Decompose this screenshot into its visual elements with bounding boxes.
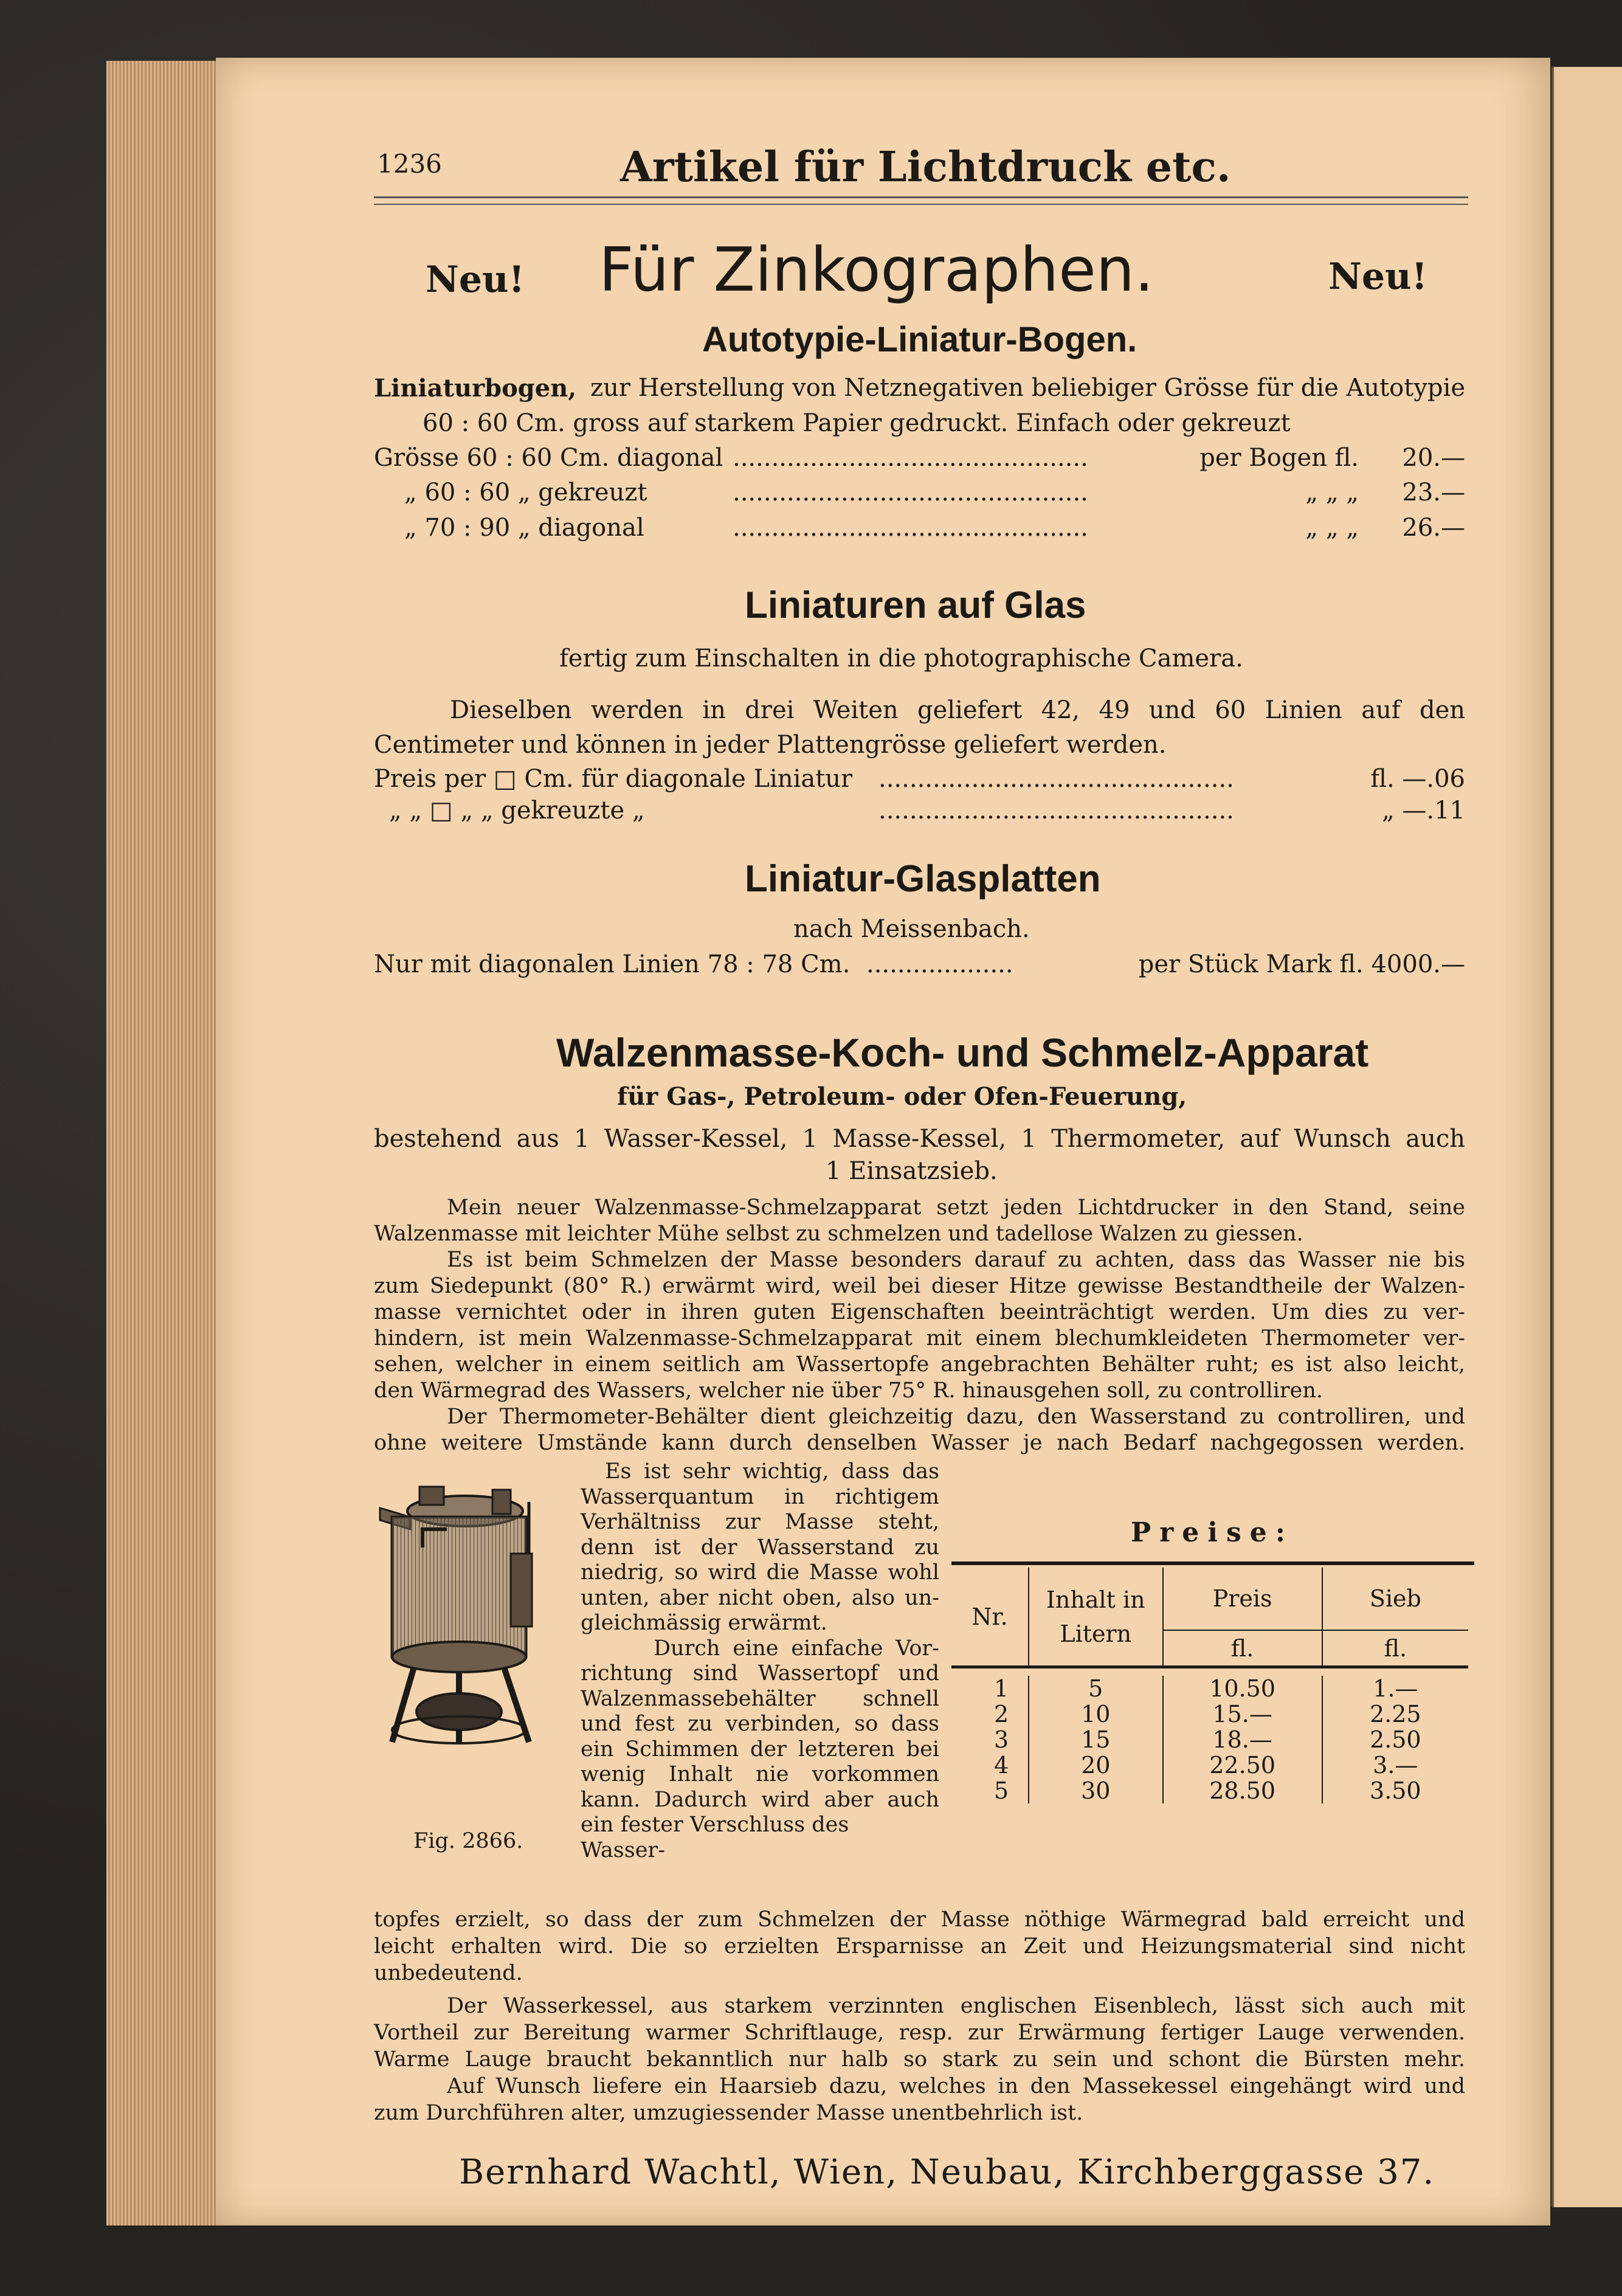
body-line: Es ist beim Schmelzen der Masse besonders darauf zu achten, dass das Wasser nie bis <box>447 1248 1465 1272</box>
cell-preis: 10.50 <box>1163 1676 1322 1701</box>
book-page <box>216 58 1550 2225</box>
narrow-line: Es ist sehr wichtig, dass das <box>605 1459 939 1484</box>
row-price: 26.— <box>1402 514 1465 542</box>
price-row <box>374 514 1465 542</box>
narrow-line: kann. Dadurch wird aber auch <box>581 1787 939 1812</box>
row-price: per Stück Mark fl. 4000.— <box>1138 950 1465 978</box>
narrow-line: gleichmässig erwärmt. <box>581 1611 827 1635</box>
row-label: „ 70 : 90 „ diagonal <box>404 514 644 542</box>
narrow-line: Verhältniss zur Masse steht, <box>581 1510 939 1534</box>
price-table <box>951 1568 1468 1803</box>
tail-line: unbedeutend. <box>374 1961 523 1985</box>
tail-line: Warme Lauge braucht bekanntlich nur halb so stark zu sein und schont die Bürsten mehr. <box>374 2047 1465 2072</box>
narrow-column <box>581 1459 939 1863</box>
section-heading-autotypie: Autotypie-Liniatur-Bogen. <box>702 320 1137 359</box>
table-row <box>951 1752 1468 1778</box>
col-sieb: Sieb <box>1322 1568 1468 1630</box>
section-heading-walzenmasse: Walzenmasse-Koch- und Schmelz-Apparat <box>556 1030 1369 1075</box>
section4-subheading: für Gas-, Petroleum- oder Ofen-Feuerung, <box>617 1082 1187 1111</box>
section2-para1: Dieselben werden in drei Weiten geliefert 42, 49 und 60 Linien auf den <box>450 696 1465 724</box>
apparatus-illustration <box>368 1475 562 1839</box>
page-edges <box>106 61 228 2225</box>
section3-sub: nach Meissenbach. <box>793 915 1030 943</box>
row-dots: .............................................. <box>878 765 1234 793</box>
lead-rest: zur Herstellung von Netznegativen beliebiger Grösse für die Autotypie <box>590 374 1465 402</box>
neu-right: Neu! <box>1328 255 1427 298</box>
glas-price-row <box>374 765 1465 793</box>
col-sieb-unit: fl. <box>1384 1634 1407 1662</box>
tail-line: Der Wasserkessel, aus starkem verzinnten englischen Eisenblech, lässt sich auch mit <box>447 1994 1465 2018</box>
narrow-line: richtung sind Wassertopf und <box>581 1661 939 1686</box>
narrow-line: Wasserquantum in richtigem <box>581 1484 939 1509</box>
narrow-line: wenig Inhalt nie vorkommen <box>581 1762 939 1786</box>
section2-sub: fertig zum Einschalten in die photographische Camera. <box>559 645 1243 673</box>
narrow-line: denn ist der Wasserstand zu <box>581 1535 939 1560</box>
col-preis: Preis <box>1163 1568 1322 1630</box>
table-row <box>951 1701 1468 1727</box>
col-nr: Nr. <box>951 1568 1029 1667</box>
section-heading-glasplatten: Liniatur-Glasplatten <box>745 858 1101 900</box>
narrow-line: niedrig, so wird die Masse wohl <box>581 1560 939 1585</box>
body-line: den Wärmegrad des Wassers, welcher nie über 75° R. hinausgehen soll, zu controlliren. <box>374 1378 1323 1403</box>
cell-inhalt: 15 <box>1029 1727 1163 1752</box>
row-label: „ 60 : 60 „ gekreuzt <box>404 479 647 507</box>
section-heading-glas: Liniaturen auf Glas <box>745 584 1086 626</box>
row-price: 23.— <box>1402 479 1465 507</box>
section4-consist2: 1 Einsatzsieb. <box>826 1157 998 1185</box>
row-label: Grösse 60 : 60 Cm. diagonal <box>374 444 723 472</box>
body-line: sehen, welcher in einem seitlich am Wassertopfe angebrachten Behälter ruht; es ist also leicht, <box>374 1352 1465 1377</box>
row-label: Nur mit diagonalen Linien 78 : 78 Cm. <box>374 950 851 978</box>
cell-preis: 22.50 <box>1163 1752 1322 1778</box>
section1-lead <box>374 374 1465 403</box>
narrow-line: unten, aber nicht oben, also un- <box>581 1585 939 1610</box>
cell-preis: 15.— <box>1163 1701 1322 1727</box>
narrow-line: ein fester Verschluss des Wasser- <box>581 1813 849 1862</box>
page-number: 1236 <box>377 149 442 179</box>
body-line: hindern, ist mein Walzenmasse-Schmelzapparat mit einem blechumkleideten Thermometer ver- <box>374 1326 1465 1350</box>
cell-sieb: 3.50 <box>1370 1777 1421 1804</box>
row-price: „ —.11 <box>1381 797 1465 825</box>
row-dots: .............................................. <box>733 514 1088 542</box>
tail-line: leicht erhalten wird. Die so erzielten Ersparnisse an Zeit und Heizungsmaterial sind nicht <box>374 1934 1465 1959</box>
glasplatten-price-row <box>374 950 1465 978</box>
cell-sieb: 1.— <box>1373 1675 1418 1702</box>
section2-para2: Centimeter und können in jeder Plattengrösse geliefert werden. <box>374 731 1167 759</box>
row-dots: .............................................. <box>733 479 1088 507</box>
row-price: 20.— <box>1402 444 1465 472</box>
price-table-title: Preise: <box>1131 1517 1294 1548</box>
row-dots: .............................................. <box>878 797 1234 825</box>
body-line: Der Thermometer-Behälter dient gleichzeitig dazu, den Wasserstand zu controlliren, und <box>447 1405 1465 1429</box>
cell-inhalt: 10 <box>1029 1701 1163 1727</box>
narrow-line: Durch eine einfache Vor- <box>654 1636 939 1661</box>
cell-nr: 5 <box>951 1778 1029 1803</box>
narrow-line: und fest zu verbinden, so dass <box>581 1712 939 1736</box>
cell-preis: 18.— <box>1163 1727 1322 1752</box>
cell-nr: 1 <box>951 1676 1029 1701</box>
row-unit: „ „ „ <box>1305 479 1359 507</box>
banner-title: Für Zinkographen. <box>599 234 1154 305</box>
cell-sieb: 2.50 <box>1370 1726 1421 1753</box>
row-price: fl. —.06 <box>1370 765 1465 793</box>
cell-nr: 2 <box>951 1701 1029 1727</box>
header-rule-2 <box>374 204 1468 205</box>
row-unit: per Bogen fl. <box>1199 444 1359 472</box>
tail-line: topfes erzielt, so dass der zum Schmelzen der Masse nöthige Wärmegrad bald erreicht und <box>374 1907 1465 1932</box>
narrow-line: Walzenmassebehälter schnell <box>581 1686 939 1711</box>
tail-line: Auf Wunsch liefere ein Haarsieb dazu, welches in den Massekessel eingehängt wird und <box>447 2074 1465 2098</box>
body-line: Mein neuer Walzenmasse-Schmelzapparat setzt jeden Lichtdrucker in den Stand, seine <box>447 1195 1465 1220</box>
cell-nr: 4 <box>951 1752 1029 1778</box>
header-rule <box>374 196 1468 198</box>
table-row <box>951 1727 1468 1752</box>
row-dots: .............................................. <box>733 444 1088 472</box>
tail-line: zum Durchführen alter, umzugiessender Masse unentbehrlich ist. <box>374 2101 1083 2125</box>
figure-caption: Fig. 2866. <box>413 1829 523 1853</box>
price-row <box>374 444 1465 472</box>
cell-inhalt: 30 <box>1029 1778 1163 1803</box>
narrow-line: ein Schimmen der letzteren bei <box>581 1737 939 1762</box>
glas-price-row <box>374 797 1465 825</box>
cell-preis: 28.50 <box>1163 1778 1322 1803</box>
cell-inhalt: 5 <box>1029 1676 1163 1701</box>
section4-consist1: bestehend aus 1 Wasser-Kessel, 1 Masse-Kessel, 1 Thermometer, auf Wunsch auch <box>374 1125 1465 1153</box>
cell-inhalt: 20 <box>1029 1752 1163 1778</box>
publisher-imprint: Bernhard Wachtl, Wien, Neubau, Kirchberggasse 37. <box>459 2152 1435 2192</box>
col-inhalt: Inhalt in Litern <box>1029 1568 1163 1667</box>
next-page-edge <box>1551 67 1622 2207</box>
row-dots: ................... <box>866 950 1013 978</box>
section1-line2: 60 : 60 Cm. gross auf starkem Papier gedruckt. Einfach oder gekreuzt <box>423 409 1291 437</box>
neu-left: Neu! <box>426 258 525 301</box>
section4-tail <box>374 1906 1465 2126</box>
table-row <box>951 1778 1468 1803</box>
body-line: masse vernichtet oder in ihren guten Eigenschaften beeinträchtigt werden. Um dies zu ver- <box>374 1300 1465 1324</box>
running-title: Artikel für Lichtdruck etc. <box>620 143 1231 192</box>
cooking-pot-icon <box>368 1475 562 1839</box>
body-line: zum Siedepunkt (80° R.) erwärmt wird, weil bei dieser Hitze gewisse Bestandtheile der Walzen- <box>374 1274 1465 1298</box>
cell-sieb: 3.— <box>1373 1752 1418 1779</box>
row-unit: „ „ „ <box>1305 514 1359 542</box>
body-line: Walzenmasse mit leichter Mühe selbst zu schmelzen und tadellose Walzen zu giessen. <box>374 1222 1303 1246</box>
body-line: ohne weitere Umstände kann durch denselben Wasser je nach Bedarf nachgegossen werden. <box>374 1431 1465 1455</box>
col-preis-unit: fl. <box>1163 1630 1322 1667</box>
table-row <box>951 1676 1468 1701</box>
row-label: Preis per □ Cm. für diagonale Liniatur <box>374 765 853 793</box>
price-row <box>374 479 1465 507</box>
tail-line: Vortheil zur Bereitung warmer Schriftlauge, resp. zur Erwärmung fertiger Lauge verwenden. <box>374 2021 1465 2045</box>
row-label: „ „ □ „ „ gekreuzte „ <box>389 797 645 825</box>
cell-sieb: 2.25 <box>1370 1701 1421 1727</box>
price-table-wrapper <box>951 1561 1474 1803</box>
lead-bold: Liniaturbogen, <box>374 374 577 403</box>
cell-nr: 3 <box>951 1727 1029 1752</box>
section4-body <box>374 1195 1465 1456</box>
